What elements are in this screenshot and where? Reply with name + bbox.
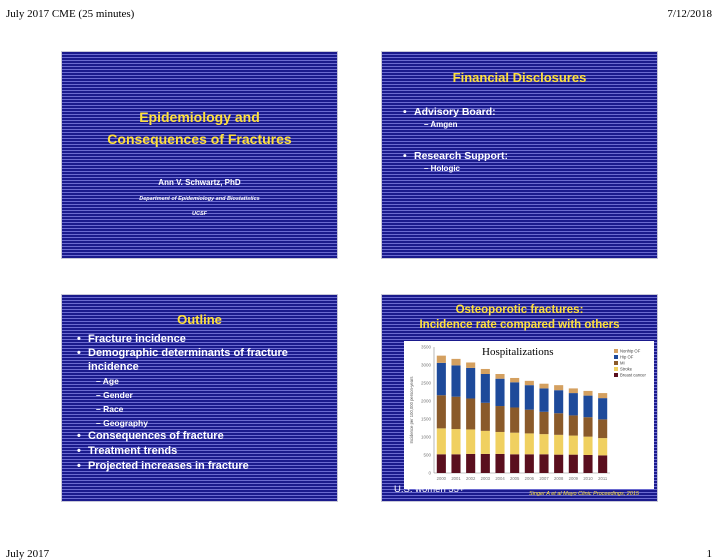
outline-item: • Fracture incidence xyxy=(77,333,186,345)
slide3-outline-list xyxy=(77,333,328,472)
slide4-citation: Singer A et al Mayo Clinic Proceedings, 2015 xyxy=(529,491,639,497)
page-header-right: 7/12/2018 xyxy=(667,8,712,20)
bar-segment xyxy=(437,454,446,473)
bar-segment xyxy=(466,454,475,473)
slide2-subbullet: – Amgen xyxy=(424,120,458,129)
bar-segment xyxy=(437,356,446,363)
y-tick-label: 500 xyxy=(423,452,431,458)
y-tick-label: 0 xyxy=(428,470,431,476)
y-tick-label: 2500 xyxy=(420,380,431,386)
slide2-bullet xyxy=(403,106,644,118)
x-tick-label: 2009 xyxy=(568,476,578,481)
chart-panel xyxy=(404,341,654,489)
legend-label: Stroke xyxy=(620,366,633,372)
bar-segment xyxy=(569,436,578,455)
bar-segment xyxy=(583,417,592,436)
bar-segment xyxy=(466,398,475,429)
bar-segment xyxy=(466,429,475,453)
y-tick-label: 1500 xyxy=(420,416,431,422)
outline-item: • Treatment trends xyxy=(77,445,178,457)
bar-segment xyxy=(554,413,563,435)
slide1-title-line1: Epidemiology and xyxy=(139,109,260,125)
x-tick-label: 2004 xyxy=(495,476,505,481)
bar-segment xyxy=(510,378,519,382)
bar-segment xyxy=(510,382,519,407)
slide2-bullet-label: Advisory Board: xyxy=(414,106,496,118)
legend-label: Hip OF xyxy=(620,354,634,360)
legend-swatch xyxy=(614,355,618,359)
page-footer-left: July 2017 xyxy=(6,548,50,560)
x-tick-label: 2011 xyxy=(598,476,608,481)
bar-segment xyxy=(525,385,534,409)
x-tick-label: 2003 xyxy=(480,476,490,481)
slide3-title: Outline xyxy=(177,312,222,327)
slide-osteoporotic-chart xyxy=(382,295,657,501)
legend-swatch xyxy=(614,373,618,377)
bar-segment xyxy=(583,396,592,418)
x-tick-label: 2000 xyxy=(436,476,446,481)
bar-segment xyxy=(525,410,534,434)
y-tick-label: 1000 xyxy=(420,434,431,440)
slide1-institution: UCSF xyxy=(192,211,207,217)
bar-segment xyxy=(554,385,563,390)
y-tick-label: 3000 xyxy=(420,362,431,368)
y-tick-label: 2000 xyxy=(420,398,431,404)
legend-label: Breast cancer xyxy=(620,372,646,378)
chart-annotation: Hospitalizations xyxy=(482,346,554,358)
slide4-title-line1: Osteoporotic fractures: xyxy=(455,304,584,316)
bar-segment xyxy=(466,362,475,367)
outline-subitem: – Age xyxy=(96,376,119,386)
bar-segment xyxy=(451,359,460,365)
slide2-bullet xyxy=(403,150,644,162)
slide2-subbullet-text: Amgen xyxy=(430,120,458,129)
outline-subitem: – Race xyxy=(96,404,124,414)
bar-segment xyxy=(437,395,446,428)
bar-segment xyxy=(554,435,563,455)
legend-swatch xyxy=(614,361,618,365)
slide2-subbullet: – Hologic xyxy=(424,164,461,173)
bar-segment xyxy=(569,415,578,435)
slide1-title-line2: Consequences of Fractures xyxy=(107,131,292,147)
x-tick-label: 2010 xyxy=(583,476,593,481)
bar-segment xyxy=(437,428,446,454)
bar-segment xyxy=(495,374,504,379)
slide2-bullet-label: Research Support: xyxy=(414,150,508,162)
page-footer-right: 1 xyxy=(706,548,712,560)
bar-segment xyxy=(510,407,519,432)
legend-label: MI xyxy=(620,360,625,366)
x-tick-label: 2005 xyxy=(510,476,520,481)
slide-title xyxy=(62,52,337,258)
bar-segment xyxy=(539,434,548,454)
y-tick-label: 3500 xyxy=(420,344,431,350)
legend-label: Nonhip OF xyxy=(620,348,641,354)
x-tick-label: 2006 xyxy=(524,476,534,481)
bar-segment xyxy=(583,455,592,473)
bar-segment xyxy=(451,429,460,454)
bar-segment xyxy=(598,393,607,398)
bar-segment xyxy=(554,455,563,473)
x-tick-label: 2002 xyxy=(466,476,476,481)
bar-segment xyxy=(525,381,534,385)
slide-outline xyxy=(62,295,337,501)
bar-segment xyxy=(539,384,548,389)
bar-segment xyxy=(481,431,490,454)
bar-segment xyxy=(495,432,504,454)
bullet-dot: • xyxy=(403,106,407,118)
y-axis-label: Incidence per 100,000 person-years xyxy=(409,376,414,444)
bar-segment xyxy=(451,365,460,396)
outline-subitem: – Geography xyxy=(96,418,148,428)
bullet-dot: • xyxy=(403,150,407,162)
bar-segment xyxy=(525,433,534,454)
outline-item: • Projected increases in fracture xyxy=(77,460,249,472)
bar-segment xyxy=(495,454,504,473)
bar-segment xyxy=(598,419,607,438)
bar-segment xyxy=(437,363,446,395)
bar-segment xyxy=(569,393,578,415)
bar-segment xyxy=(451,454,460,473)
slide2-bullet-list xyxy=(403,106,644,173)
slide2-title: Financial Disclosures xyxy=(452,70,587,85)
x-tick-label: 2001 xyxy=(451,476,461,481)
slide4-footer: U.S. women 55+ xyxy=(394,484,465,495)
outline-item: • Demographic determinants of fracture incidence xyxy=(77,347,288,373)
legend-swatch xyxy=(614,349,618,353)
bar-segment xyxy=(466,368,475,399)
bar-segment xyxy=(583,437,592,455)
bar-segment xyxy=(481,369,490,374)
bar-segment xyxy=(481,403,490,431)
bar-segment xyxy=(539,454,548,473)
outline-item: • Consequences of fracture xyxy=(77,430,224,442)
legend-swatch xyxy=(614,367,618,371)
slide1-department: Department of Epidemiology and Biostatistics xyxy=(139,196,260,202)
stacked-bar-chart xyxy=(404,341,654,489)
bar-segment xyxy=(510,433,519,455)
slide-financial-disclosures xyxy=(382,52,657,258)
x-tick-label: 2007 xyxy=(539,476,549,481)
bar-segment xyxy=(569,455,578,473)
bar-segment xyxy=(598,398,607,419)
bar-segment xyxy=(525,454,534,473)
bar-segment xyxy=(569,388,578,393)
slide2-subbullet-text: Hologic xyxy=(430,164,461,173)
outline-subitem: – Gender xyxy=(96,390,133,400)
bar-segment xyxy=(451,397,460,429)
bar-segment xyxy=(539,388,548,411)
bar-segment xyxy=(495,379,504,406)
bar-segment xyxy=(481,374,490,403)
bar-segment xyxy=(583,391,592,396)
bar-segment xyxy=(510,454,519,473)
bar-segment xyxy=(539,412,548,434)
slide4-title-line2: Incidence rate compared with others xyxy=(419,319,620,331)
page-header-left: July 2017 CME (25 minutes) xyxy=(6,8,135,20)
bar-segment xyxy=(481,454,490,473)
slide1-author: Ann V. Schwartz, PhD xyxy=(158,178,241,187)
bar-segment xyxy=(495,406,504,432)
bar-segment xyxy=(554,390,563,413)
x-tick-label: 2008 xyxy=(554,476,564,481)
bar-segment xyxy=(598,438,607,455)
bar-segment xyxy=(598,455,607,473)
